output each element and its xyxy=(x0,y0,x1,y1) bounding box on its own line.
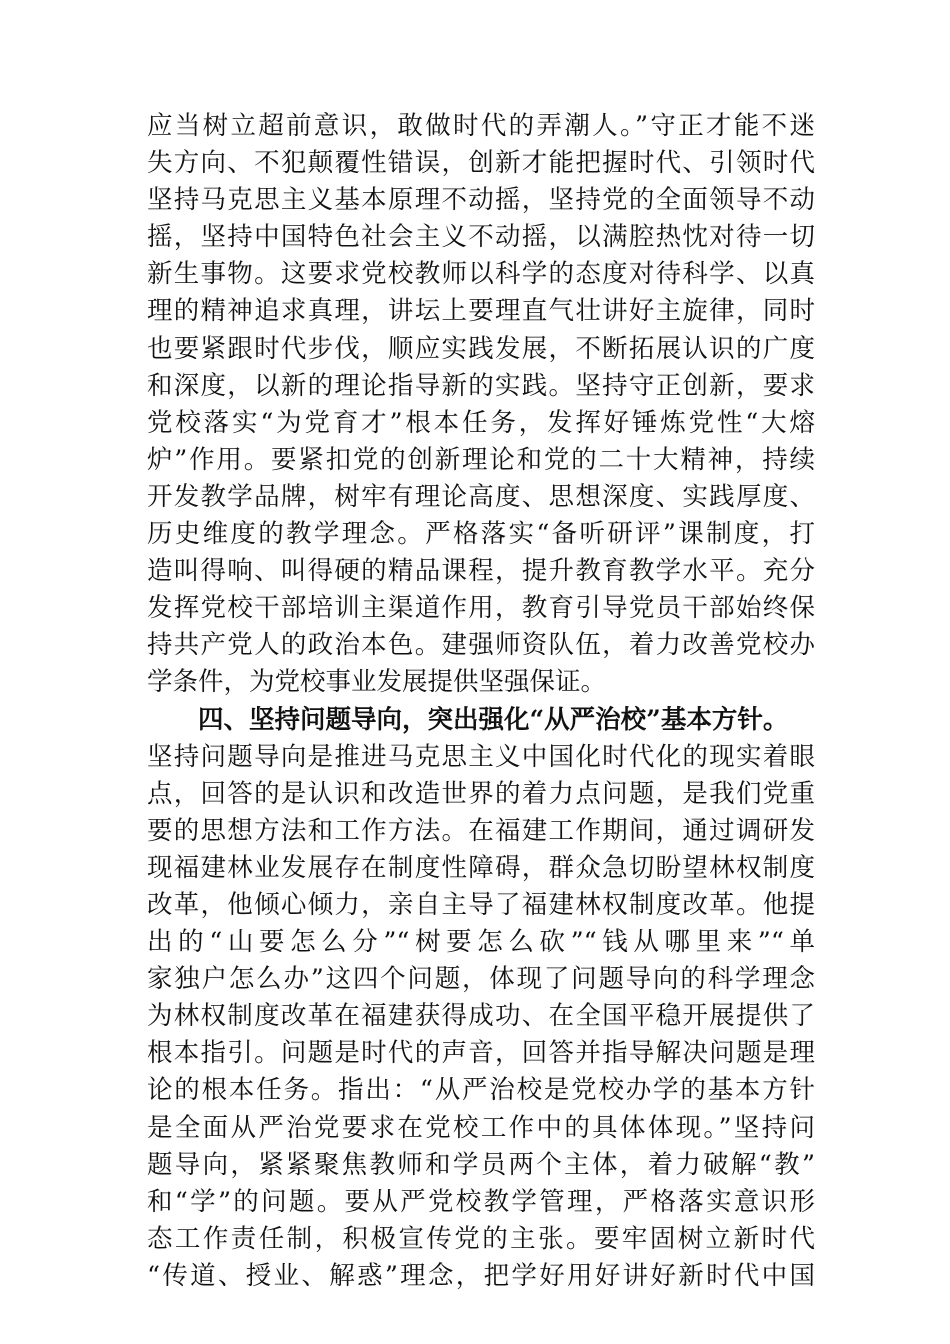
text-line: 为林权制度改革在福建获得成功、在全国平稳开展提供了 xyxy=(147,1001,815,1032)
text-line: 改革，他倾心倾力，亲自主导了福建林权制度改革。他提 xyxy=(147,889,815,920)
text-line: 新生事物。这要求党校教师以科学的态度对待科学、以真 xyxy=(147,259,815,290)
section-paragraph xyxy=(147,739,815,1295)
text-line: “传道、授业、解惑”理念，把学好用好讲好新时代中国 xyxy=(147,1260,815,1291)
text-line: 和深度，以新的理论指导新的实践。坚持守正创新，要求 xyxy=(147,370,815,401)
text-line: 坚持马克思主义基本原理不动摇，坚持党的全面领导不动 xyxy=(147,185,815,216)
text-line: 造叫得响、叫得硬的精品课程，提升教育教学水平。充分 xyxy=(147,556,815,587)
text-line: 炉”作用。要紧扣党的创新理论和党的二十大精神，持续 xyxy=(147,444,815,475)
text-line: 是全面从严治党要求在党校工作中的具体体现。”坚持问 xyxy=(147,1112,815,1143)
text-line: 坚持问题导向是推进马克思主义中国化时代化的现实着眼 xyxy=(147,741,815,772)
text-line: 根本指引。问题是时代的声音，回答并指导解决问题是理 xyxy=(147,1038,815,1069)
text-line: 发挥党校干部培训主渠道作用，教育引导党员干部始终保 xyxy=(147,593,815,624)
text-line: 党校落实“为党育才”根本任务，发挥好锤炼党性“大熔 xyxy=(147,407,815,438)
text-line: 家独户怎么办”这四个问题，体现了问题导向的科学理念 xyxy=(147,964,815,995)
text-line: 失方向、不犯颠覆性错误，创新才能把握时代、引领时代 xyxy=(147,148,815,179)
text-line: 开发教学品牌，树牢有理论高度、思想深度、实践厚度、 xyxy=(147,481,815,512)
text-line: 现福建林业发展存在制度性障碍，群众急切盼望林权制度 xyxy=(147,852,815,883)
document-body xyxy=(147,108,815,1295)
text-line: 学条件，为党校事业发展提供坚强保证。 xyxy=(147,667,607,698)
text-line: 点，回答的是认识和改造世界的着力点问题，是我们党重 xyxy=(147,778,815,809)
text-line: 持共产党人的政治本色。建强师资队伍，着力改善党校办 xyxy=(147,630,815,661)
text-line: 题导向，紧紧聚焦教师和学员两个主体，着力破解“教” xyxy=(147,1149,815,1180)
paragraph-continuation xyxy=(147,108,815,702)
text-line: 态工作责任制，积极宣传党的主张。要牢固树立新时代 xyxy=(147,1223,815,1254)
text-line: 摇，坚持中国特色社会主义不动摇，以满腔热忱对待一切 xyxy=(147,222,815,253)
text-line: 要的思想方法和工作方法。在福建工作期间，通过调研发 xyxy=(147,815,815,846)
text-line: 理的精神追求真理，讲坛上要理直气壮讲好主旋律，同时 xyxy=(147,296,815,327)
text-line: 历史维度的教学理念。严格落实“备听研评”课制度，打 xyxy=(147,519,815,550)
text-line: 论的根本任务。指出：“从严治校是党校办学的基本方针 xyxy=(147,1075,815,1106)
section-heading: 四、坚持问题导向，突出强化“从严治校”基本方针。 xyxy=(198,704,789,735)
text-line: 也要紧跟时代步伐，顺应实践发展，不断拓展认识的广度 xyxy=(147,333,815,364)
text-line: 和“学”的问题。要从严党校教学管理，严格落实意识形 xyxy=(147,1186,815,1217)
text-line: 出的“山要怎么分”“树要怎么砍”“钱从哪里来”“单 xyxy=(147,927,815,958)
text-line: 应当树立超前意识，敢做时代的弄潮人。”守正才能不迷 xyxy=(147,111,815,141)
